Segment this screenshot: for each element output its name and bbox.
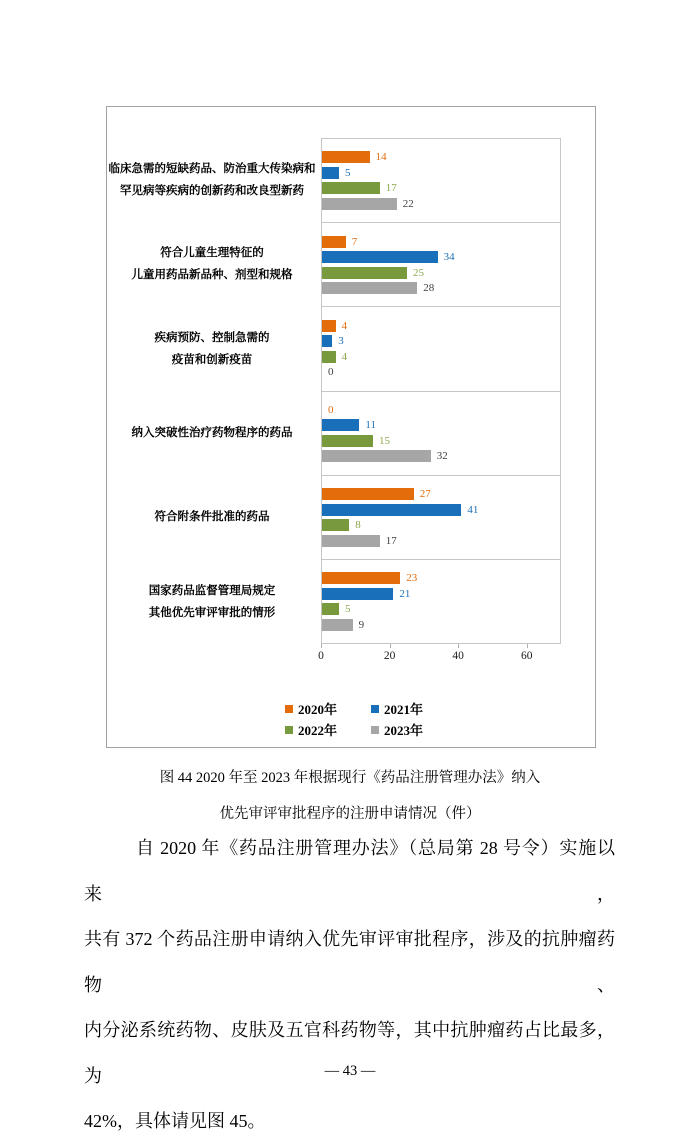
body-line: 内分泌系统药物、皮肤及五官科药物等，其中抗肿瘤药占比最多，为 xyxy=(84,1020,615,1086)
bar-value-label: 25 xyxy=(413,266,424,279)
bar-value-label: 8 xyxy=(355,519,361,532)
category-panel xyxy=(322,392,560,476)
bar-value-label: 3 xyxy=(338,335,344,348)
category-label-line: 其他优先审评审批的情形 xyxy=(148,606,276,619)
bar-2023年 xyxy=(322,619,353,631)
category-label-line: 纳入突破性治疗药物程序的药品 xyxy=(131,427,293,440)
bar-row xyxy=(322,488,560,500)
bar-2021年 xyxy=(322,335,332,347)
x-axis-tick-label: 20 xyxy=(383,650,396,662)
body-line: 共有 372 个药品注册申请纳入优先审评审批程序，涉及的抗肿瘤药物、 xyxy=(84,929,615,995)
bar-value-label: 9 xyxy=(358,618,365,631)
bar-2021年 xyxy=(322,588,393,600)
figure-caption xyxy=(84,760,616,832)
bar-row xyxy=(322,603,560,615)
category-label xyxy=(107,475,317,559)
bar-2023年 xyxy=(322,282,417,294)
body-line: 42%，具体请见图 45。 xyxy=(84,1111,266,1131)
bar-2020年 xyxy=(322,320,336,332)
legend-label: 2022年 xyxy=(298,723,338,738)
bar-value-label: 22 xyxy=(402,197,414,210)
category-label-line: 符合儿童生理特征的 xyxy=(160,247,264,260)
bar-row xyxy=(322,419,560,431)
plot-area xyxy=(321,138,561,644)
bar-value-label: 0 xyxy=(328,403,334,416)
category-label-line: 儿童用药品新品种、剂型和规格 xyxy=(131,269,293,282)
category-panel xyxy=(322,560,560,643)
x-axis-tick-label: 60 xyxy=(520,650,533,662)
bar-2020年 xyxy=(322,236,346,248)
bar-value-label: 21 xyxy=(399,587,411,600)
category-label xyxy=(107,391,317,475)
bar-2023年 xyxy=(322,198,397,210)
bar-value-label: 4 xyxy=(341,319,348,332)
bar-row xyxy=(322,519,560,531)
page-number: — 43 — xyxy=(324,1063,376,1079)
bar-row xyxy=(322,282,560,294)
bar-value-label: 0 xyxy=(328,366,334,379)
bar-2021年 xyxy=(322,167,339,179)
bar-2023年 xyxy=(322,450,431,462)
x-axis-tick xyxy=(527,644,528,648)
bar-value-label: 34 xyxy=(443,251,455,263)
bar-2022年 xyxy=(322,267,407,279)
figure-44-chart-box xyxy=(106,106,596,748)
bar-row xyxy=(322,267,560,279)
bar-2021年 xyxy=(322,251,438,263)
bar-value-label: 32 xyxy=(436,450,448,463)
bar-row xyxy=(322,167,560,179)
bar-value-label: 11 xyxy=(365,419,376,432)
bar-value-label: 28 xyxy=(423,282,435,294)
figure-caption-line1: 图 44 2020 年至 2023 年根据现行《药品注册管理办法》纳入 xyxy=(159,770,541,786)
bar-row xyxy=(322,320,560,332)
category-panel xyxy=(322,307,560,391)
bar-row xyxy=(322,351,560,363)
bar-2022年 xyxy=(322,519,349,531)
legend-label: 2021年 xyxy=(384,702,424,717)
bar-2020年 xyxy=(322,151,370,163)
x-axis-tick xyxy=(458,644,459,648)
x-axis-tick xyxy=(390,644,391,648)
legend-item-2022年 xyxy=(285,720,371,739)
bar-2022年 xyxy=(322,603,339,615)
bar-row xyxy=(322,335,560,347)
bar-row xyxy=(322,251,560,263)
bar-row xyxy=(322,236,560,248)
bar-row xyxy=(322,404,560,416)
category-panel xyxy=(322,476,560,560)
bar-2020年 xyxy=(322,488,414,500)
bar-2021年 xyxy=(322,504,461,516)
bar-value-label: 27 xyxy=(419,488,431,501)
category-panel xyxy=(322,139,560,223)
bar-value-label: 15 xyxy=(379,434,390,447)
bar-row xyxy=(322,151,560,163)
bar-value-label: 14 xyxy=(375,151,387,164)
legend-swatch-icon xyxy=(371,705,379,713)
category-label xyxy=(107,307,317,391)
bar-value-label: 41 xyxy=(467,503,479,516)
category-label-line: 疫苗和创新疫苗 xyxy=(171,353,253,366)
bar-2020年 xyxy=(322,572,400,584)
legend-swatch-icon xyxy=(285,705,293,713)
bar-row xyxy=(322,182,560,194)
category-label-line: 罕见病等疾病的创新药和改良型新药 xyxy=(120,185,304,198)
category-label-line: 国家药品监督管理局规定 xyxy=(148,584,276,597)
x-axis-tick xyxy=(321,644,322,648)
category-label xyxy=(107,222,317,306)
figure-caption-line2: 优先审评审批程序的注册申请情况（件） xyxy=(219,806,481,822)
bar-2023年 xyxy=(322,535,380,547)
legend-label: 2020年 xyxy=(298,702,338,717)
bar-value-label: 5 xyxy=(345,603,351,616)
legend-swatch-icon xyxy=(285,726,293,734)
x-axis-tick-label: 0 xyxy=(318,650,324,662)
legend-item-2023年 xyxy=(371,720,423,739)
bar-row xyxy=(322,504,560,516)
bar-value-label: 17 xyxy=(385,534,397,547)
category-label-line: 符合附条件批准的药品 xyxy=(154,511,270,524)
legend-swatch-icon xyxy=(371,726,379,734)
category-label xyxy=(107,138,317,222)
category-label-line: 临床急需的短缺药品、防治重大传染病和 xyxy=(108,163,316,176)
body-line: 自 2020 年《药品注册管理办法》（总局第 28 号令）实施以来， xyxy=(84,838,615,904)
bar-2022年 xyxy=(322,182,380,194)
category-panel xyxy=(322,223,560,307)
bar-value-label: 4 xyxy=(341,350,348,363)
legend-label: 2023年 xyxy=(384,723,424,738)
bar-row xyxy=(322,588,560,600)
bar-value-label: 23 xyxy=(406,572,418,585)
category-label xyxy=(107,560,317,644)
x-axis-tick-label: 40 xyxy=(452,650,464,662)
bar-row xyxy=(322,450,560,462)
bar-value-label: 17 xyxy=(385,182,397,195)
bar-2022年 xyxy=(322,435,373,447)
x-axis xyxy=(318,644,561,668)
legend-item-2020年 xyxy=(285,699,371,718)
bar-row xyxy=(322,435,560,447)
category-label-line: 疾病预防、控制急需的 xyxy=(154,331,270,344)
bar-row xyxy=(322,535,560,547)
bar-value-label: 5 xyxy=(345,166,351,179)
body-paragraph xyxy=(84,826,615,1145)
bar-row xyxy=(322,366,560,378)
bar-row xyxy=(322,619,560,631)
chart-legend xyxy=(285,699,423,739)
category-axis-labels xyxy=(107,138,317,644)
bar-row xyxy=(322,198,560,210)
bar-row xyxy=(322,572,560,584)
legend-item-2021年 xyxy=(371,699,423,718)
bar-2021年 xyxy=(322,419,359,431)
bar-2022年 xyxy=(322,351,336,363)
bar-value-label: 7 xyxy=(351,235,358,248)
